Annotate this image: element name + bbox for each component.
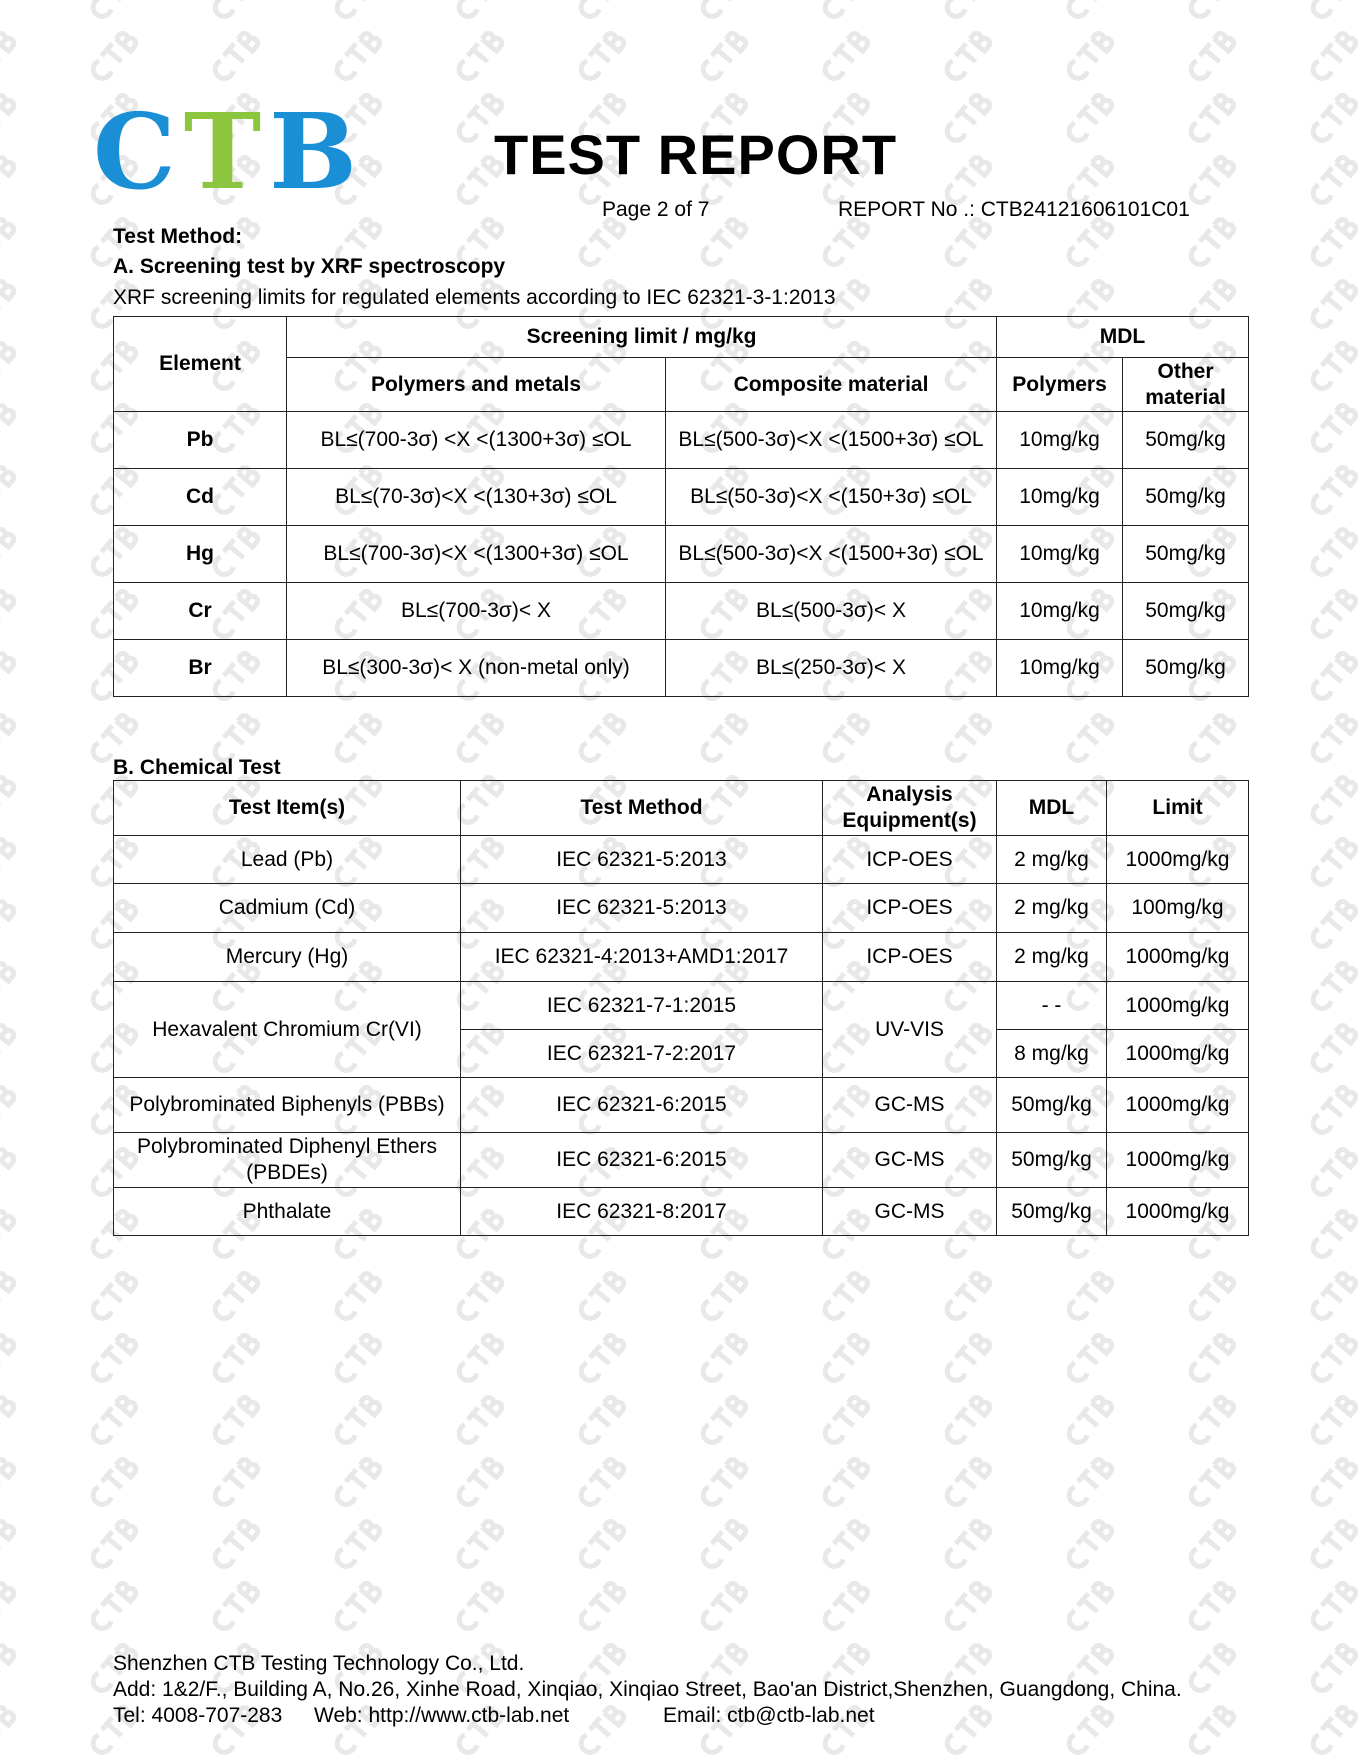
watermark-mark xyxy=(1310,154,1358,206)
test-item-cell: Phthalate xyxy=(114,1188,461,1236)
test-method-cell: IEC 62321-7-2:2017 xyxy=(461,1030,823,1078)
watermark-mark xyxy=(1310,1394,1358,1446)
watermark-mark xyxy=(0,0,16,21)
polymers-metals-cell: BL≤(700-3σ)< X xyxy=(287,583,666,640)
watermark-mark xyxy=(1066,216,1114,268)
watermark-mark xyxy=(0,464,16,516)
ctb-logo: CTB xyxy=(93,90,366,213)
watermark-mark xyxy=(700,1332,748,1384)
watermark-mark xyxy=(1310,1146,1358,1198)
mdl-cell: 50mg/kg xyxy=(997,1188,1107,1236)
watermark-mark xyxy=(822,1456,870,1508)
footer-address: Add: 1&2/F., Building A, No.26, Xinhe Road, Xinqiao, Xinqiao Street, Bao'an District,Shenzhen, Guangdong, China. xyxy=(113,1678,1182,1701)
limit-cell: 1000mg/kg xyxy=(1107,982,1249,1030)
watermark-mark xyxy=(334,1518,382,1570)
element-cell: Br xyxy=(114,640,287,697)
watermark-mark xyxy=(944,0,992,21)
watermark-mark xyxy=(700,1456,748,1508)
test-method-cell: IEC 62321-6:2015 xyxy=(461,1133,823,1188)
section-title: Test Method: xyxy=(113,225,243,248)
mdl-other-cell: 50mg/kg xyxy=(1123,412,1249,469)
watermark-mark xyxy=(0,836,16,888)
watermark-mark xyxy=(1310,1022,1358,1074)
mdl-polymers-cell: 10mg/kg xyxy=(997,412,1123,469)
watermark-mark xyxy=(1310,1580,1358,1632)
watermark-mark xyxy=(1066,712,1114,764)
watermark-mark xyxy=(944,1580,992,1632)
watermark-mark xyxy=(1188,30,1236,82)
equipment-cell: ICP-OES xyxy=(823,836,997,884)
test-item-cell: Polybrominated Biphenyls (PBBs) xyxy=(114,1078,461,1133)
polymers-metals-cell: BL≤(70-3σ)<X <(130+3σ) ≤OL xyxy=(287,469,666,526)
watermark-mark xyxy=(578,1456,626,1508)
watermark-mark xyxy=(1310,774,1358,826)
watermark-mark xyxy=(822,1518,870,1570)
watermark-mark xyxy=(700,216,748,268)
mdl-other-cell: 50mg/kg xyxy=(1123,469,1249,526)
watermark-mark xyxy=(1310,898,1358,950)
watermark-mark xyxy=(1188,1642,1236,1694)
watermark-mark xyxy=(578,1270,626,1322)
polymers-metals-cell: BL≤(700-3σ) <X <(1300+3σ) ≤OL xyxy=(287,412,666,469)
watermark-mark xyxy=(1066,92,1114,144)
composite-cell: BL≤(500-3σ)<X <(1500+3σ) ≤OL xyxy=(666,412,997,469)
limit-cell: 100mg/kg xyxy=(1107,884,1249,933)
watermark-mark xyxy=(212,0,260,21)
test-item-cell: Lead (Pb) xyxy=(114,836,461,884)
watermark-mark xyxy=(1310,836,1358,888)
watermark-mark xyxy=(456,1270,504,1322)
watermark-mark xyxy=(822,1580,870,1632)
watermark-mark xyxy=(1188,1518,1236,1570)
watermark-mark xyxy=(90,1518,138,1570)
watermark-mark xyxy=(1066,1332,1114,1384)
watermark-mark xyxy=(1310,92,1358,144)
watermark-mark xyxy=(944,1704,992,1756)
watermark-mark xyxy=(334,0,382,21)
watermark-mark xyxy=(944,712,992,764)
watermark-mark xyxy=(1310,526,1358,578)
watermark-mark xyxy=(822,30,870,82)
watermark-mark xyxy=(0,960,16,1012)
watermark-mark xyxy=(944,92,992,144)
element-cell: Cd xyxy=(114,469,287,526)
page-number: Page 2 of 7 xyxy=(602,198,710,221)
watermark-mark xyxy=(1066,1270,1114,1322)
header-screening: Screening limit / mg/kg xyxy=(287,317,997,358)
watermark-mark xyxy=(456,1518,504,1570)
chemical-test-row xyxy=(114,982,1249,1030)
watermark-mark xyxy=(456,1394,504,1446)
watermark-mark xyxy=(0,774,16,826)
watermark-mark xyxy=(0,216,16,268)
xrf-row xyxy=(114,640,1249,697)
watermark-mark xyxy=(90,1580,138,1632)
watermark-mark xyxy=(334,30,382,82)
chemical-test-row xyxy=(114,1188,1249,1236)
header-limit: Limit xyxy=(1107,781,1249,836)
section-a-title: A. Screening test by XRF spectroscopy xyxy=(113,255,506,278)
test-method-cell: IEC 62321-4:2013+AMD1:2017 xyxy=(461,933,823,982)
footer-email: Email: ctb@ctb-lab.net xyxy=(663,1704,875,1727)
test-method-cell: IEC 62321-8:2017 xyxy=(461,1188,823,1236)
watermark-mark xyxy=(0,1084,16,1136)
mdl-other-cell: 50mg/kg xyxy=(1123,526,1249,583)
header-polymers: Polymers xyxy=(997,358,1123,412)
watermark-mark xyxy=(1066,1580,1114,1632)
watermark-mark xyxy=(944,1456,992,1508)
watermark-mark xyxy=(578,712,626,764)
xrf-row xyxy=(114,412,1249,469)
equipment-cell: ICP-OES xyxy=(823,884,997,933)
watermark-mark xyxy=(334,712,382,764)
test-item-cell: Cadmium (Cd) xyxy=(114,884,461,933)
watermark-mark xyxy=(700,1394,748,1446)
watermark-mark xyxy=(334,1580,382,1632)
limit-cell: 1000mg/kg xyxy=(1107,1188,1249,1236)
test-method-cell: IEC 62321-5:2013 xyxy=(461,836,823,884)
header-polymers-metals: Polymers and metals xyxy=(287,358,666,412)
xrf-row xyxy=(114,526,1249,583)
polymers-metals-cell: BL≤(300-3σ)< X (non-metal only) xyxy=(287,640,666,697)
watermark-mark xyxy=(334,1456,382,1508)
mdl-cell: 2 mg/kg xyxy=(997,933,1107,982)
watermark-mark xyxy=(0,1704,16,1756)
watermark-mark xyxy=(212,30,260,82)
watermark-mark xyxy=(0,1456,16,1508)
test-item-cell: Polybrominated Diphenyl Ethers (PBDEs) xyxy=(114,1133,461,1188)
chemical-test-row xyxy=(114,1133,1249,1188)
watermark-mark xyxy=(212,1270,260,1322)
watermark-mark xyxy=(822,1394,870,1446)
footer-company: Shenzhen CTB Testing Technology Co., Ltd. xyxy=(113,1652,525,1675)
watermark-mark xyxy=(944,1394,992,1446)
limit-cell: 1000mg/kg xyxy=(1107,1133,1249,1188)
footer-tel: Tel: 4008-707-283 xyxy=(113,1704,283,1727)
watermark-mark xyxy=(578,30,626,82)
watermark-mark xyxy=(212,1332,260,1384)
watermark-mark xyxy=(700,0,748,21)
mdl-other-cell: 50mg/kg xyxy=(1123,640,1249,697)
equipment-cell: GC-MS xyxy=(823,1133,997,1188)
watermark-mark xyxy=(0,1332,16,1384)
watermark-mark xyxy=(0,1022,16,1074)
watermark-mark xyxy=(1188,154,1236,206)
watermark-mark xyxy=(0,154,16,206)
watermark-mark xyxy=(0,92,16,144)
watermark-mark xyxy=(578,216,626,268)
xrf-screening-table xyxy=(113,316,1249,697)
watermark-mark xyxy=(0,340,16,392)
watermark-mark xyxy=(1310,960,1358,1012)
xrf-row xyxy=(114,583,1249,640)
watermark-mark xyxy=(1310,1704,1358,1756)
mdl-cell: 50mg/kg xyxy=(997,1133,1107,1188)
composite-cell: BL≤(500-3σ)< X xyxy=(666,583,997,640)
watermark-mark xyxy=(456,1580,504,1632)
watermark-mark xyxy=(90,1332,138,1384)
watermark-mark xyxy=(700,1270,748,1322)
watermark-mark xyxy=(1188,1456,1236,1508)
watermark-mark xyxy=(944,216,992,268)
watermark-mark xyxy=(1066,0,1114,21)
chemical-test-row xyxy=(114,1078,1249,1133)
header-mdl: MDL xyxy=(997,781,1107,836)
header-element: Element xyxy=(114,317,287,412)
watermark-mark xyxy=(456,1332,504,1384)
watermark-mark xyxy=(944,1332,992,1384)
watermark-mark xyxy=(0,30,16,82)
watermark-mark xyxy=(1188,0,1236,21)
watermark-mark xyxy=(212,1394,260,1446)
watermark-mark xyxy=(1188,92,1236,144)
composite-cell: BL≤(500-3σ)<X <(1500+3σ) ≤OL xyxy=(666,526,997,583)
equipment-cell: UV-VIS xyxy=(823,982,997,1078)
watermark-mark xyxy=(0,1146,16,1198)
watermark-mark xyxy=(212,1518,260,1570)
watermark-mark xyxy=(578,1704,626,1756)
watermark-mark xyxy=(456,712,504,764)
watermark-mark xyxy=(334,1270,382,1322)
mdl-polymers-cell: 10mg/kg xyxy=(997,640,1123,697)
header-test-method: Test Method xyxy=(461,781,823,836)
header-other-material: Other material xyxy=(1123,358,1249,412)
watermark-mark xyxy=(0,1518,16,1570)
watermark-mark xyxy=(1188,1394,1236,1446)
equipment-cell: GC-MS xyxy=(823,1188,997,1236)
mdl-cell: 50mg/kg xyxy=(997,1078,1107,1133)
watermark-mark xyxy=(578,1394,626,1446)
mdl-cell: - - xyxy=(997,982,1107,1030)
watermark-mark xyxy=(212,1456,260,1508)
test-method-cell: IEC 62321-6:2015 xyxy=(461,1078,823,1133)
element-cell: Hg xyxy=(114,526,287,583)
watermark-mark xyxy=(822,1332,870,1384)
mdl-polymers-cell: 10mg/kg xyxy=(997,469,1123,526)
watermark-mark xyxy=(334,1394,382,1446)
test-method-cell: IEC 62321-7-1:2015 xyxy=(461,982,823,1030)
chemical-test-row xyxy=(114,933,1249,982)
watermark-mark xyxy=(944,1270,992,1322)
watermark-mark xyxy=(944,30,992,82)
section-b-title: B. Chemical Test xyxy=(113,756,281,779)
watermark-mark xyxy=(1066,30,1114,82)
watermark-mark xyxy=(0,1270,16,1322)
equipment-cell: ICP-OES xyxy=(823,933,997,982)
watermark-mark xyxy=(822,712,870,764)
watermark-mark xyxy=(1310,340,1358,392)
header-composite: Composite material xyxy=(666,358,997,412)
composite-cell: BL≤(50-3σ)<X <(150+3σ) ≤OL xyxy=(666,469,997,526)
watermark-mark xyxy=(90,0,138,21)
chemical-test-row xyxy=(114,884,1249,933)
watermark-mark xyxy=(1066,1394,1114,1446)
watermark-mark xyxy=(578,1580,626,1632)
mdl-cell: 2 mg/kg xyxy=(997,884,1107,933)
watermark-mark xyxy=(1310,588,1358,640)
watermark-mark xyxy=(1310,464,1358,516)
watermark-mark xyxy=(1066,1518,1114,1570)
watermark-mark xyxy=(0,1580,16,1632)
watermark-mark xyxy=(1310,216,1358,268)
watermark-mark xyxy=(578,1518,626,1570)
test-item-cell: Hexavalent Chromium Cr(VI) xyxy=(114,982,461,1078)
limit-cell: 1000mg/kg xyxy=(1107,1078,1249,1133)
watermark-mark xyxy=(0,650,16,702)
watermark-mark xyxy=(334,1332,382,1384)
watermark-mark xyxy=(1188,216,1236,268)
watermark-mark xyxy=(90,1394,138,1446)
watermark-mark xyxy=(822,216,870,268)
watermark-mark xyxy=(822,1270,870,1322)
watermark-mark xyxy=(1310,1518,1358,1570)
watermark-mark xyxy=(0,526,16,578)
limit-cell: 1000mg/kg xyxy=(1107,836,1249,884)
test-item-cell: Mercury (Hg) xyxy=(114,933,461,982)
mdl-cell: 8 mg/kg xyxy=(997,1030,1107,1078)
watermark-mark xyxy=(0,1642,16,1694)
watermark-mark xyxy=(1066,1456,1114,1508)
report-title: TEST REPORT xyxy=(494,123,898,186)
chemical-test-table xyxy=(113,780,1249,1236)
watermark-mark xyxy=(1310,1208,1358,1260)
element-cell: Cr xyxy=(114,583,287,640)
watermark-mark xyxy=(1310,1642,1358,1694)
watermark-mark xyxy=(90,1456,138,1508)
watermark-mark xyxy=(700,1518,748,1570)
watermark-mark xyxy=(456,30,504,82)
section-a-subtitle: XRF screening limits for regulated elements according to IEC 62321-3-1:2013 xyxy=(113,286,836,309)
element-cell: Pb xyxy=(114,412,287,469)
watermark-mark xyxy=(700,30,748,82)
polymers-metals-cell: BL≤(700-3σ)<X <(1300+3σ) ≤OL xyxy=(287,526,666,583)
watermark-mark xyxy=(578,1332,626,1384)
watermark-mark xyxy=(1310,30,1358,82)
watermark-mark xyxy=(212,1580,260,1632)
watermark-mark xyxy=(944,1518,992,1570)
mdl-cell: 2 mg/kg xyxy=(997,836,1107,884)
watermark-mark xyxy=(1188,1704,1236,1756)
watermark-mark xyxy=(456,0,504,21)
footer-web: Web: http://www.ctb-lab.net xyxy=(314,1704,570,1727)
watermark-mark xyxy=(1310,1270,1358,1322)
watermark-mark xyxy=(456,1456,504,1508)
header-test-item: Test Item(s) xyxy=(114,781,461,836)
watermark-mark xyxy=(822,0,870,21)
watermark-mark xyxy=(1066,1704,1114,1756)
watermark-mark xyxy=(1310,0,1358,21)
watermark-mark xyxy=(1310,1084,1358,1136)
watermark-mark xyxy=(1188,1332,1236,1384)
watermark-mark xyxy=(0,402,16,454)
report-number: REPORT No .: CTB24121606101C01 xyxy=(838,198,1190,221)
watermark-mark xyxy=(0,712,16,764)
equipment-cell: GC-MS xyxy=(823,1078,997,1133)
xrf-row xyxy=(114,469,1249,526)
watermark-mark xyxy=(700,712,748,764)
watermark-mark xyxy=(1188,1270,1236,1322)
watermark-mark xyxy=(578,0,626,21)
watermark-mark xyxy=(1310,1332,1358,1384)
limit-cell: 1000mg/kg xyxy=(1107,933,1249,982)
watermark-mark xyxy=(1310,278,1358,330)
watermark-mark xyxy=(90,1270,138,1322)
watermark-mark xyxy=(0,278,16,330)
limit-cell: 1000mg/kg xyxy=(1107,1030,1249,1078)
mdl-polymers-cell: 10mg/kg xyxy=(997,583,1123,640)
watermark-mark xyxy=(1310,402,1358,454)
composite-cell: BL≤(250-3σ)< X xyxy=(666,640,997,697)
watermark-mark xyxy=(1310,712,1358,764)
watermark-mark xyxy=(0,898,16,950)
mdl-polymers-cell: 10mg/kg xyxy=(997,526,1123,583)
watermark-mark xyxy=(0,1394,16,1446)
header-mdl: MDL xyxy=(997,317,1249,358)
watermark-mark xyxy=(1188,1580,1236,1632)
watermark-mark xyxy=(1310,1456,1358,1508)
header-equipment: Analysis Equipment(s) xyxy=(823,781,997,836)
watermark-mark xyxy=(0,588,16,640)
chemical-test-row xyxy=(114,836,1249,884)
watermark-mark xyxy=(700,1580,748,1632)
watermark-mark xyxy=(1188,712,1236,764)
watermark-mark xyxy=(0,1208,16,1260)
watermark-mark xyxy=(1310,650,1358,702)
test-method-cell: IEC 62321-5:2013 xyxy=(461,884,823,933)
watermark-mark xyxy=(90,30,138,82)
mdl-other-cell: 50mg/kg xyxy=(1123,583,1249,640)
